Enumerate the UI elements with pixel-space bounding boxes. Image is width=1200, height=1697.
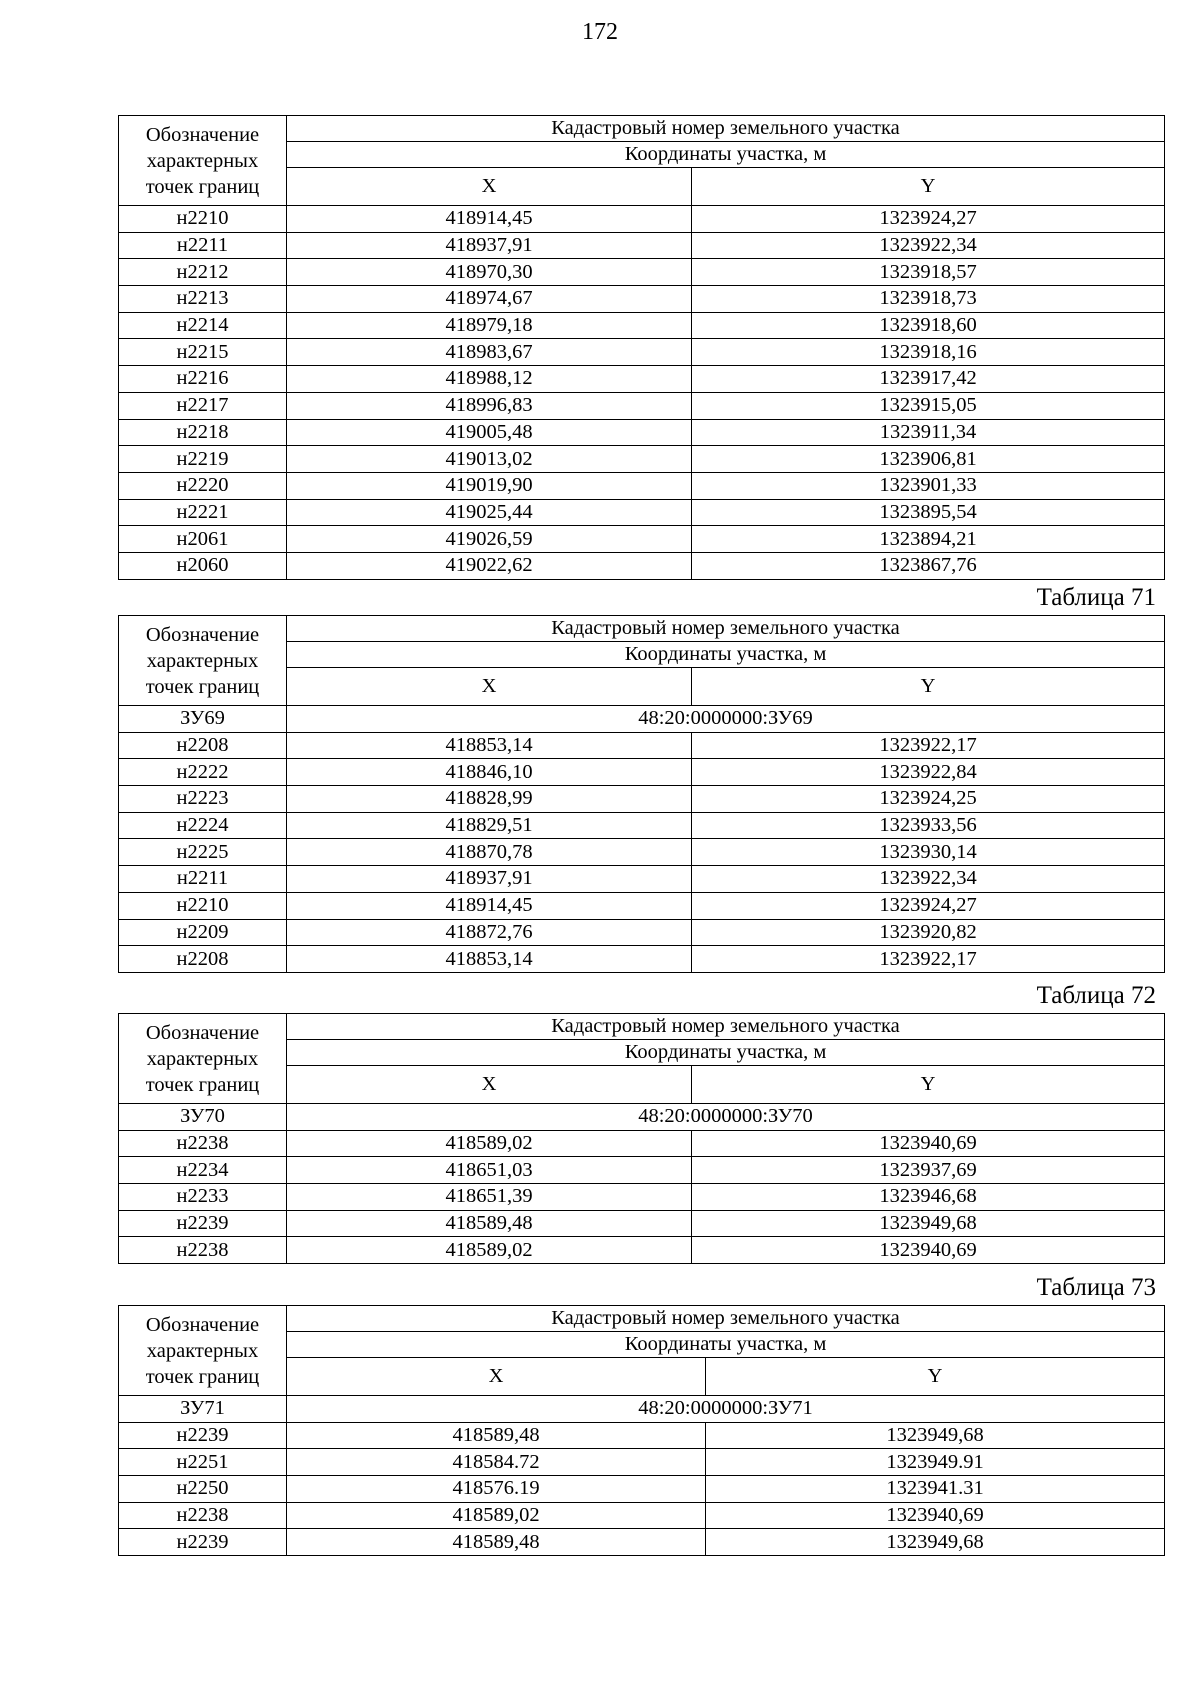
point-id-cell: н2211 [119,232,287,259]
table-row [119,866,1165,893]
point-label-header [119,116,287,206]
table-caption: Таблица 73 [1036,1274,1156,1301]
point-id-cell: н2234 [119,1157,287,1184]
x-cell: 418979,18 [287,312,692,339]
y-cell: 1323937,69 [692,1157,1165,1184]
coordinates-header: Координаты участка, м [287,642,1165,668]
coordinates-table [118,615,1165,973]
point-id-cell: н2239 [119,1529,287,1556]
header-row [119,1014,1165,1040]
x-cell: 418589,02 [287,1502,706,1529]
table-row [119,446,1165,473]
y-cell: 1323895,54 [692,499,1165,526]
x-header: X [287,1358,706,1396]
point-label-line: точек границ [145,675,260,698]
table-row [119,839,1165,866]
point-id-cell: н2220 [119,472,287,499]
y-cell: 1323940,69 [706,1502,1165,1529]
point-id-cell: н2216 [119,366,287,393]
table-row [119,366,1165,393]
coordinates-header: Координаты участка, м [287,142,1165,168]
x-cell: 418937,91 [287,232,692,259]
x-cell: 418584.72 [287,1449,706,1476]
x-cell: 418914,45 [287,892,692,919]
table-row [119,419,1165,446]
point-label-line: точек границ [145,175,260,198]
point-id-cell: н2222 [119,759,287,786]
point-id-cell: н2208 [119,732,287,759]
plot-label: ЗУ69 [119,706,287,733]
point-id-cell: н2238 [119,1502,287,1529]
y-header: Y [692,1066,1165,1104]
point-label-line: характерных [146,149,259,172]
y-cell: 1323949,68 [706,1422,1165,1449]
y-cell: 1323922,34 [692,232,1165,259]
x-cell: 418651,03 [287,1157,692,1184]
y-cell: 1323946,68 [692,1184,1165,1211]
header-row [119,116,1165,142]
y-cell: 1323906,81 [692,446,1165,473]
plot-cadastral-number: 48:20:0000000:ЗУ71 [287,1396,1165,1423]
y-cell: 1323911,34 [692,419,1165,446]
y-cell: 1323922,17 [692,946,1165,973]
y-cell: 1323918,73 [692,286,1165,313]
table-row [119,1157,1165,1184]
x-cell: 419005,48 [287,419,692,446]
point-id-cell: н2218 [119,419,287,446]
y-cell: 1323920,82 [692,919,1165,946]
y-header: Y [692,668,1165,706]
cadastral-number-header: Кадастровый номер земельного участка [287,616,1165,642]
point-label-line: точек границ [145,1365,260,1388]
x-cell: 419019,90 [287,472,692,499]
point-id-cell: н2219 [119,446,287,473]
table-row [119,339,1165,366]
x-cell: 418996,83 [287,392,692,419]
point-label-line: Обозначение [145,123,260,146]
x-cell: 418589,02 [287,1130,692,1157]
table-row [119,946,1165,973]
point-label-line: характерных [146,1339,259,1362]
point-label-line: характерных [146,649,259,672]
y-header: Y [706,1358,1165,1396]
coordinates-table [118,1013,1165,1264]
x-cell: 418974,67 [287,286,692,313]
plot-row [119,1104,1165,1131]
coordinates-table [118,1305,1165,1556]
table-row [119,892,1165,919]
cadastral-number-header: Кадастровый номер земельного участка [287,116,1165,142]
x-cell: 418651,39 [287,1184,692,1211]
table-row [119,392,1165,419]
y-cell: 1323924,25 [692,786,1165,813]
y-cell: 1323867,76 [692,552,1165,579]
x-cell: 418589,02 [287,1237,692,1264]
table-row [119,786,1165,813]
point-label-line: Обозначение [145,1313,260,1336]
x-cell: 418829,51 [287,812,692,839]
y-cell: 1323915,05 [692,392,1165,419]
table-row [119,919,1165,946]
x-cell: 418983,67 [287,339,692,366]
x-cell: 418870,78 [287,839,692,866]
table-caption: Таблица 72 [1036,982,1156,1009]
table-row [119,1184,1165,1211]
header-row [119,1306,1165,1332]
x-cell: 419013,02 [287,446,692,473]
x-cell: 418914,45 [287,206,692,233]
point-label-header [119,1306,287,1396]
point-id-cell: н2210 [119,206,287,233]
table-row [119,1502,1165,1529]
y-cell: 1323933,56 [692,812,1165,839]
point-id-cell: н2238 [119,1130,287,1157]
x-cell: 418589,48 [287,1529,706,1556]
y-cell: 1323901,33 [692,472,1165,499]
y-cell: 1323949,68 [706,1529,1165,1556]
y-cell: 1323922,17 [692,732,1165,759]
table-row [119,1422,1165,1449]
table-row [119,1449,1165,1476]
table-row [119,1130,1165,1157]
plot-label: ЗУ70 [119,1104,287,1131]
table-row [119,499,1165,526]
point-label-header [119,616,287,706]
x-cell: 419025,44 [287,499,692,526]
plot-cadastral-number: 48:20:0000000:ЗУ70 [287,1104,1165,1131]
x-cell: 418970,30 [287,259,692,286]
y-cell: 1323924,27 [692,892,1165,919]
point-id-cell: н2208 [119,946,287,973]
page-number: 172 [582,19,618,45]
header-row [119,616,1165,642]
x-cell: 419022,62 [287,552,692,579]
point-label-header [119,1014,287,1104]
y-cell: 1323940,69 [692,1130,1165,1157]
x-cell: 419026,59 [287,526,692,553]
y-cell: 1323922,34 [692,866,1165,893]
cadastral-number-header: Кадастровый номер земельного участка [287,1014,1165,1040]
y-cell: 1323894,21 [692,526,1165,553]
y-cell: 1323918,16 [692,339,1165,366]
table-caption: Таблица 71 [1036,584,1156,611]
x-cell: 418853,14 [287,946,692,973]
point-id-cell: н2233 [119,1184,287,1211]
y-cell: 1323918,57 [692,259,1165,286]
y-cell: 1323924,27 [692,206,1165,233]
x-cell: 418853,14 [287,732,692,759]
x-cell: 418576.19 [287,1476,706,1503]
coordinates-block [118,1271,1164,1556]
y-cell: 1323922,84 [692,759,1165,786]
x-cell: 418846,10 [287,759,692,786]
y-header: Y [692,168,1165,206]
x-header: X [287,1066,692,1104]
y-cell: 1323917,42 [692,366,1165,393]
point-id-cell: н2213 [119,286,287,313]
point-id-cell: н2223 [119,786,287,813]
coordinates-table [118,115,1165,580]
table-row [119,812,1165,839]
y-cell: 1323930,14 [692,839,1165,866]
y-cell: 1323949.91 [706,1449,1165,1476]
point-id-cell: н2221 [119,499,287,526]
plot-label: ЗУ71 [119,1396,287,1423]
table-row [119,1529,1165,1556]
table-row [119,732,1165,759]
y-cell: 1323949,68 [692,1210,1165,1237]
table-row [119,286,1165,313]
coordinates-header: Координаты участка, м [287,1040,1165,1066]
y-cell: 1323940,69 [692,1237,1165,1264]
point-label-line: Обозначение [145,623,260,646]
point-id-cell: н2060 [119,552,287,579]
point-id-cell: н2061 [119,526,287,553]
table-row [119,232,1165,259]
point-id-cell: н2251 [119,1449,287,1476]
x-header: X [287,668,692,706]
x-cell: 418988,12 [287,366,692,393]
table-row [119,552,1165,579]
x-cell: 418828,99 [287,786,692,813]
x-cell: 418589,48 [287,1210,692,1237]
table-row [119,312,1165,339]
coordinates-block [118,979,1164,1264]
point-id-cell: н2210 [119,892,287,919]
x-cell: 418872,76 [287,919,692,946]
point-id-cell: н2211 [119,866,287,893]
table-row [119,1237,1165,1264]
table-row [119,759,1165,786]
coordinates-block [118,581,1164,973]
point-id-cell: н2215 [119,339,287,366]
plot-row [119,1396,1165,1423]
coordinates-header: Координаты участка, м [287,1332,1165,1358]
y-cell: 1323941.31 [706,1476,1165,1503]
point-id-cell: н2239 [119,1210,287,1237]
table-row [119,259,1165,286]
point-id-cell: н2214 [119,312,287,339]
cadastral-number-header: Кадастровый номер земельного участка [287,1306,1165,1332]
point-id-cell: н2238 [119,1237,287,1264]
point-label-line: характерных [146,1047,259,1070]
plot-cadastral-number: 48:20:0000000:ЗУ69 [287,706,1165,733]
point-label-line: Обозначение [145,1021,260,1044]
point-id-cell: н2224 [119,812,287,839]
table-row [119,472,1165,499]
point-label-line: точек границ [145,1073,260,1096]
x-cell: 418589,48 [287,1422,706,1449]
point-id-cell: н2209 [119,919,287,946]
point-id-cell: н2212 [119,259,287,286]
point-id-cell: н2250 [119,1476,287,1503]
table-row [119,526,1165,553]
point-id-cell: н2239 [119,1422,287,1449]
y-cell: 1323918,60 [692,312,1165,339]
coordinates-block [118,115,1164,580]
point-id-cell: н2217 [119,392,287,419]
x-cell: 418937,91 [287,866,692,893]
point-id-cell: н2225 [119,839,287,866]
table-row [119,1210,1165,1237]
x-header: X [287,168,692,206]
plot-row [119,706,1165,733]
table-row [119,206,1165,233]
table-row [119,1476,1165,1503]
